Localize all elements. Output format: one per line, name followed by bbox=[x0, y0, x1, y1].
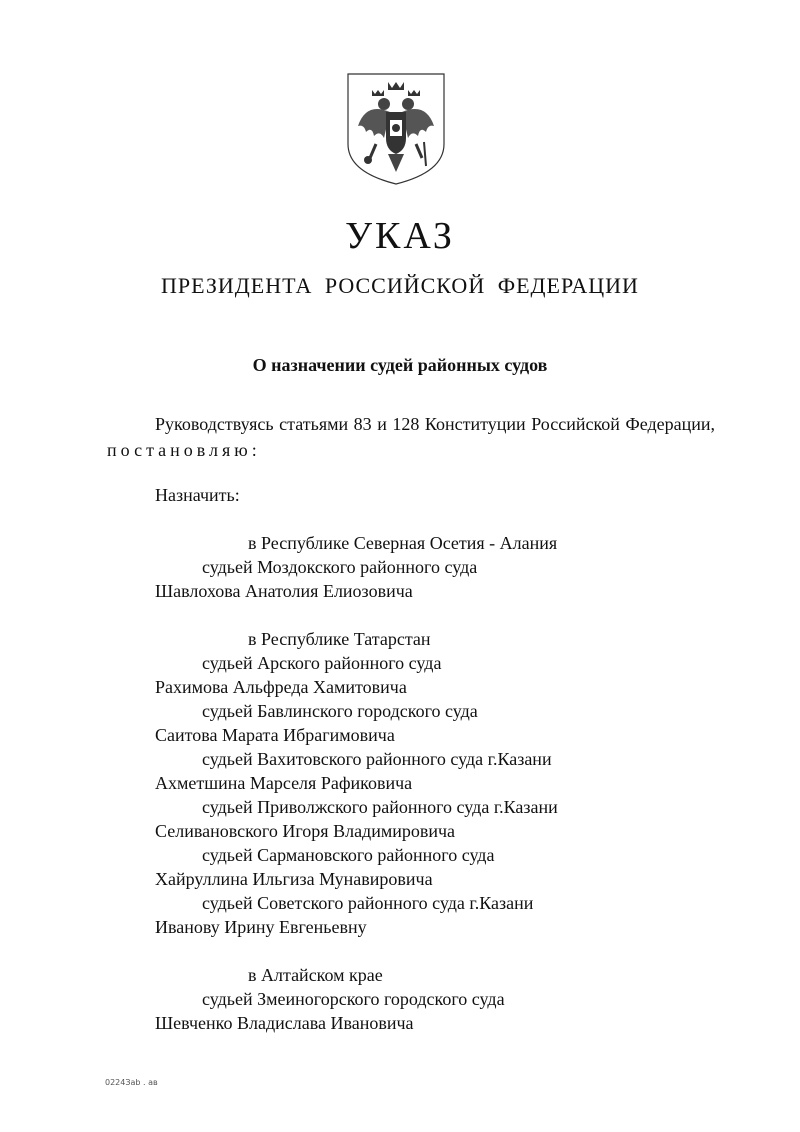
appoint-label: Назначить: bbox=[155, 485, 240, 505]
preamble-decree-word: постановляю: bbox=[107, 440, 261, 460]
region-label: в Алтайском крае bbox=[248, 965, 383, 985]
document-heading: О назначении судей районных судов bbox=[252, 355, 548, 375]
court-line: судьей Приволжского районного суда г.Казани bbox=[202, 797, 558, 817]
footer-code: 0224Зab . ав bbox=[105, 1078, 158, 1087]
region-label: в Республике Северная Осетия - Алания bbox=[248, 533, 558, 553]
state-emblem-icon bbox=[346, 72, 446, 186]
person-line: Ахметшина Марселя Рафиковича bbox=[155, 773, 413, 793]
region-label: в Республике Татарстан bbox=[248, 629, 431, 649]
person-line: Рахимова Альфреда Хамитовича bbox=[155, 677, 407, 697]
court-line: судьей Арского районного суда bbox=[202, 653, 442, 673]
court-line: судьей Змеиногорского городского суда bbox=[202, 989, 505, 1009]
person-line: Селивановского Игоря Владимировича bbox=[155, 821, 456, 841]
preamble-text: Руководствуясь статьями 83 и 128 Конституции Российской Федерации, bbox=[155, 414, 715, 434]
court-line: судьей Вахитовского районного суда г.Казани bbox=[202, 749, 552, 769]
person-line: Саитова Марата Ибрагимовича bbox=[155, 725, 395, 745]
preamble-paragraph bbox=[107, 411, 715, 463]
court-line: судьей Бавлинского городского суда bbox=[202, 701, 478, 721]
court-line: судьей Моздокского районного суда bbox=[202, 557, 478, 577]
person-line: Иванову Ирину Евгеньевну bbox=[155, 917, 367, 937]
court-line: судьей Сармановского районного суда bbox=[202, 845, 495, 865]
document-subtitle: ПРЕЗИДЕНТА РОССИЙСКОЙ ФЕДЕРАЦИИ bbox=[161, 273, 639, 298]
court-line: судьей Советского районного суда г.Казани bbox=[202, 893, 534, 913]
document-title: УКАЗ bbox=[345, 215, 455, 257]
person-line: Шавлохова Анатолия Елиозовича bbox=[155, 581, 413, 601]
person-line: Шевченко Владислава Ивановича bbox=[155, 1013, 414, 1033]
person-line: Хайруллина Ильгиза Мунавировича bbox=[155, 869, 433, 889]
